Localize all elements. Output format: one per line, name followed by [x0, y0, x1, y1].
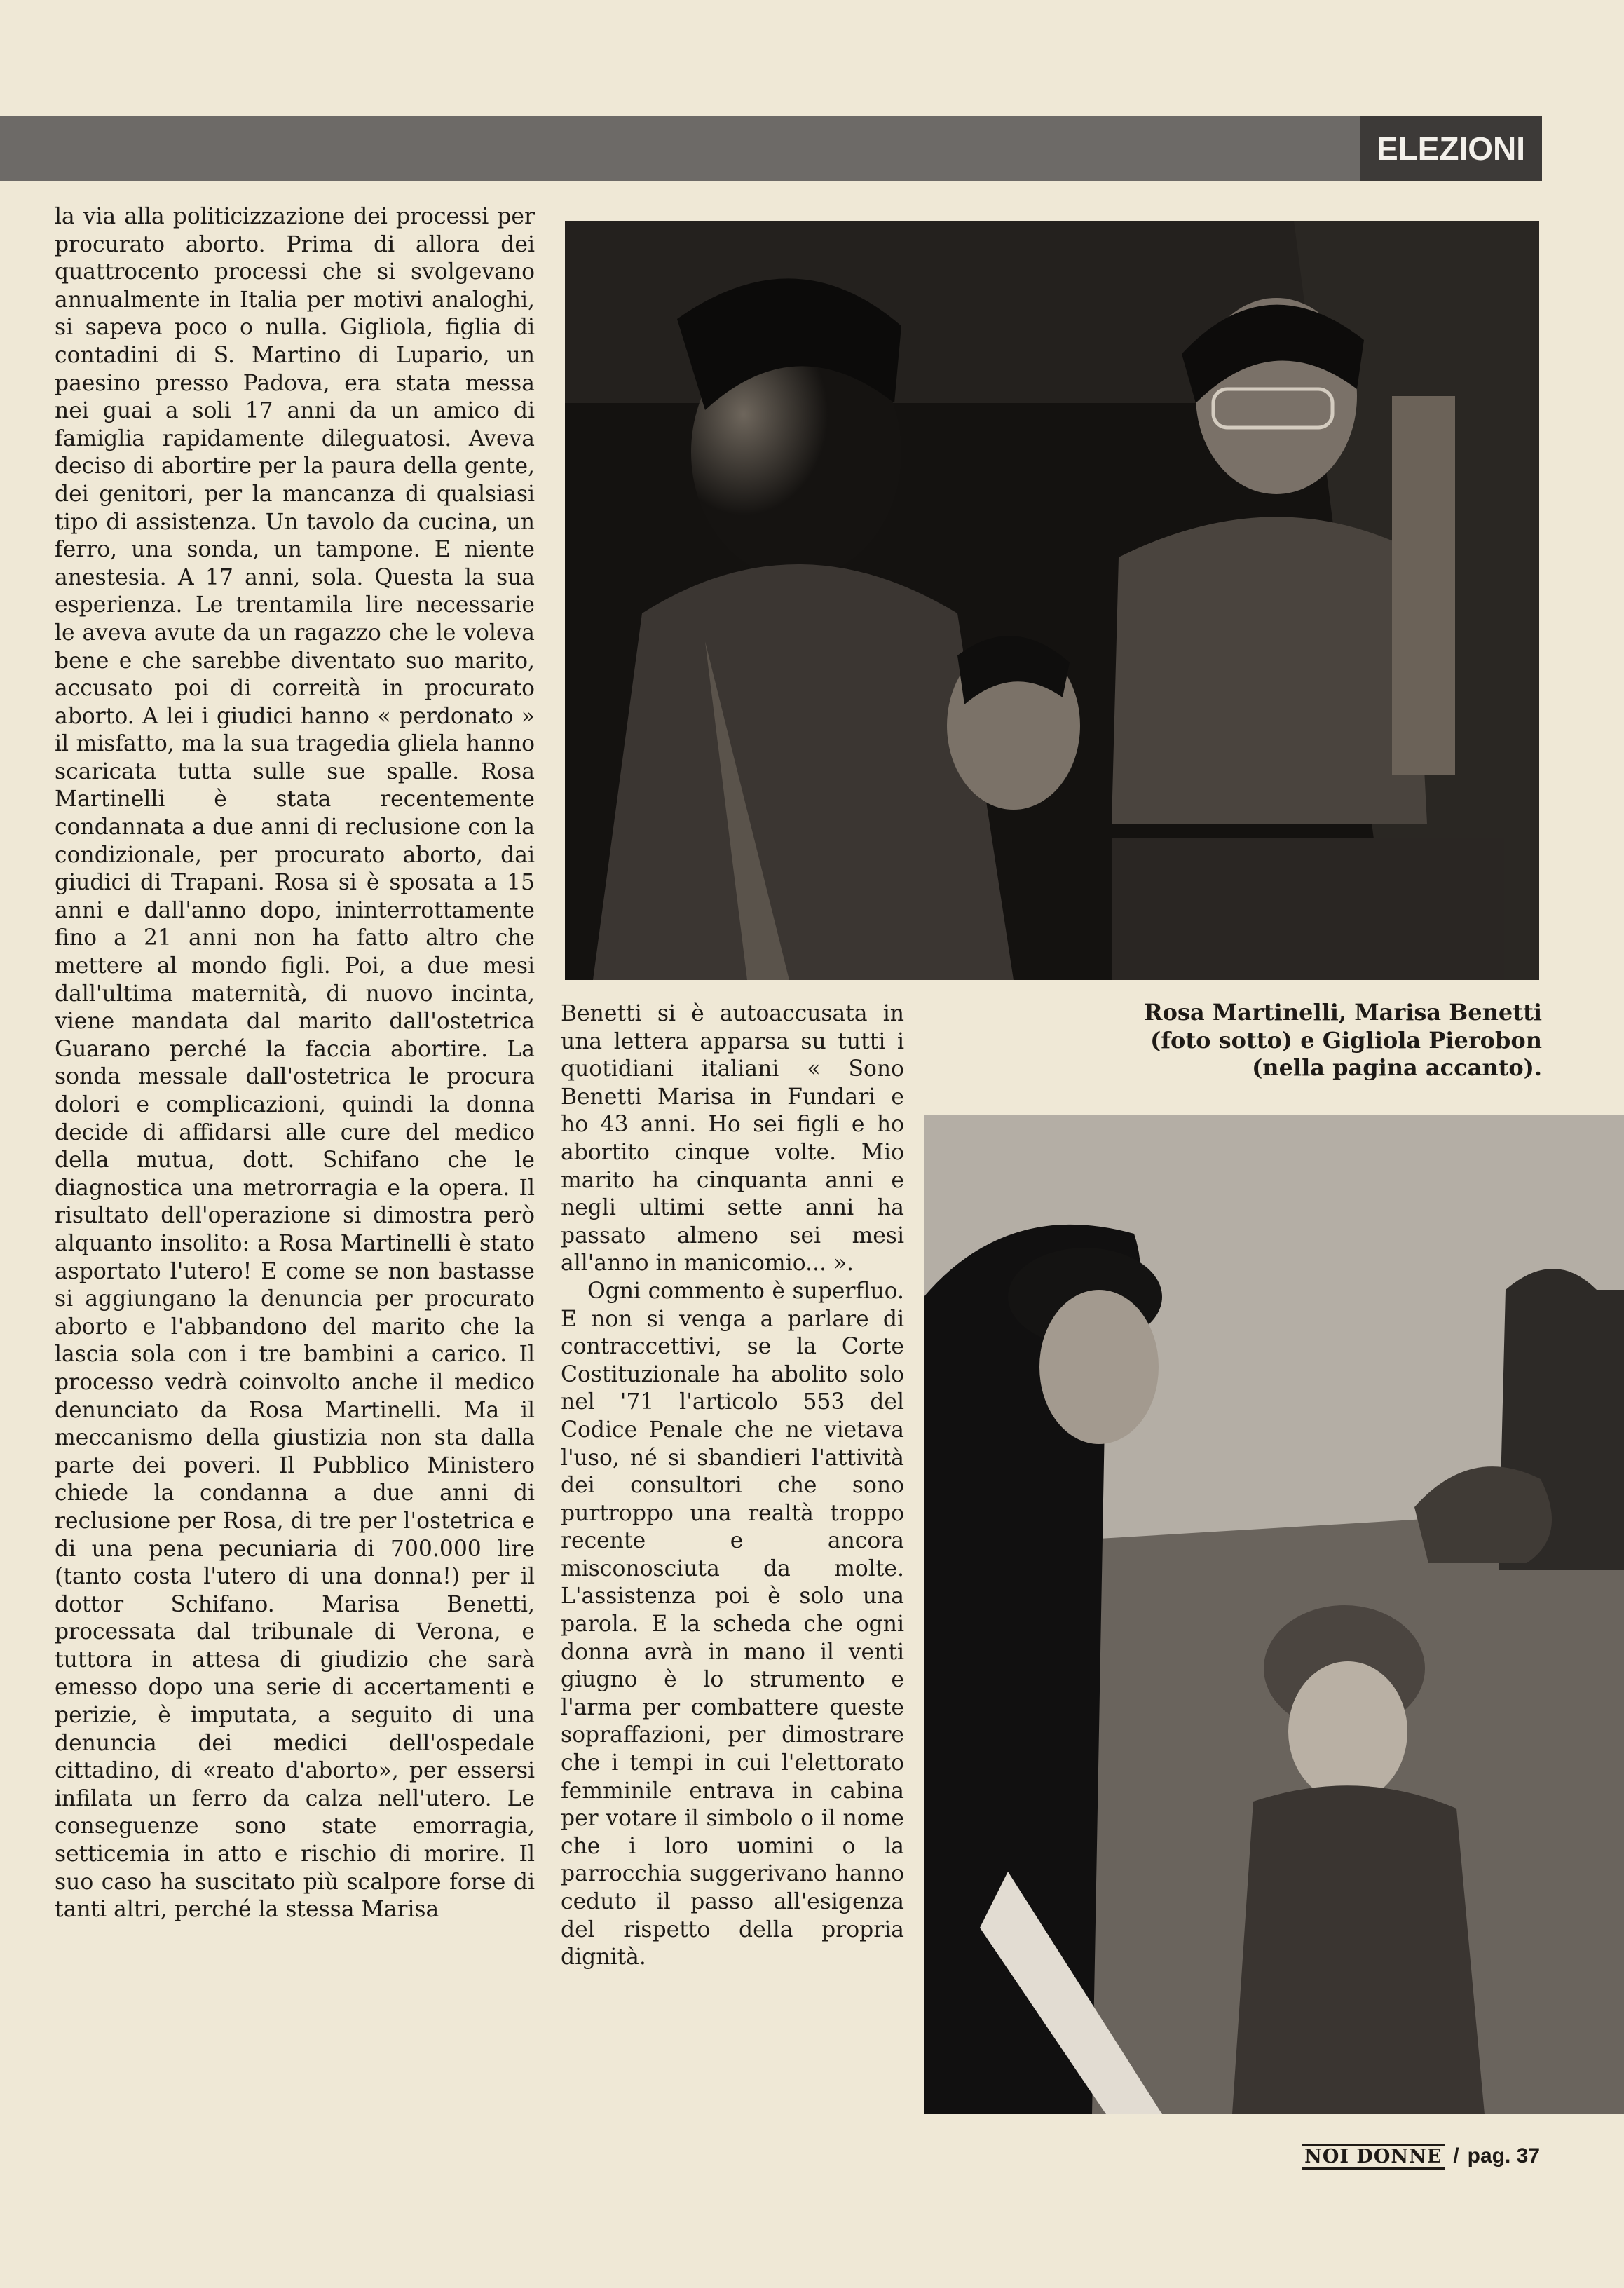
photo-woman-with-children-image — [565, 221, 1539, 980]
magazine-masthead: NOI DONNE — [1302, 2144, 1445, 2170]
article-paragraph: Benetti si è autoaccusata in una lettera apparsa su tutti i quotidiani italiani « Sono Benetti Marisa in Fundari e ho 43 anni. Ho sei figli e ho abortito cinque volte. Mio marito ha cinquanta anni e negli ultimi sette anni ha passato almeno sei mesi all'anno in manicomio... ». — [561, 1001, 904, 1276]
section-header-bar — [0, 116, 1542, 181]
photo-woman-with-children — [565, 221, 1539, 980]
page-number: pag. 37 — [1467, 2144, 1540, 2167]
caption-line: Rosa Martinelli, Marisa Benetti — [1144, 999, 1542, 1026]
caption-line: (foto sotto) e Gigliola Pierobon — [1150, 1026, 1542, 1054]
photo-caption — [1072, 999, 1542, 1082]
article-column-2 — [561, 1000, 904, 1972]
article-column-1 — [55, 203, 535, 1924]
section-title: ELEZIONI — [1360, 116, 1542, 181]
article-paragraph: Ogni commento è superfluo. E non si venga a parlare di contraccettivi, se la Corte Costituzionale ha abolito solo nel '71 l'articolo 553 del Codice Penale che ne vietava l'uso, né si sbandieri l'attività dei consultori che sono purtroppo una realtà troppo recente e ancora misconosciuta da molte. L'assistenza poi è solo una parola. E la scheda che ogni donna avrà in mano il venti giugno è lo strumento e l'arma per combattere queste sopraffazioni, per dimostrare che i tempi in cui l'elettorato femminile entrava in cabina per votare il simbolo o il nome che i loro uomini o la parrocchia suggerivano hanno ceduto il passo all'esigenza del rispetto della propria dignità. — [561, 1278, 904, 1970]
photo-marisa-benetti-court-image — [924, 1115, 1624, 2114]
article-paragraph: la via alla politicizzazione dei processi per procurato aborto. Prima di allora dei quattrocento processi che si svolgevano annualmente in Italia per motivi analoghi, si sapeva poco o nulla. Gigliola, figlia di contadini di S. Martino di Lupario, un paesino presso Padova, era stata messa nei guai a soli 17 anni da un amico di famiglia rapidamente dileguatosi. Aveva deciso di abortire per la paura della gente, dei genitori, per la mancanza di qualsiasi tipo di assistenza. Un tavolo da cucina, un ferro, una sonda, un tampone. E niente anestesia. A 17 anni, sola. Questa la sua esperienza. Le trentamila lire necessarie le aveva avute da un ragazzo che le voleva bene e che sarebbe diventato suo marito, accusato poi di correità in procurato aborto. A lei i giudici hanno « perdonato » il misfatto, ma la sua tragedia gliela hanno scaricata tutta sulle sue spalle. Rosa Martinelli è stata recentemente condannata a due anni di reclusione con la condizionale, per procurato aborto, dai giudici di Trapani. Rosa si è sposata a 15 anni e dall'anno dopo, ininterrottamente fino a 21 anni non ha fatto altro che mettere al mondo figli. Poi, a due mesi dall'ultima maternità, di nuovo incinta, viene mandata dal marito dall'ostetrica Guarano perché la faccia abortire. La sonda messale dall'ostetrica le procura dolori e complicazioni, quindi la donna decide di affidarsi alle cure del medico della mutua, dott. Schifano che le diagnostica una metrorragia e la opera. Il risultato dell'operazione si dimostra però alquanto insolito: a Rosa Martinelli è stato asportato l'utero! E come se non bastasse si aggiungano la denuncia per procurato aborto e l'abbandono del marito che la lascia sola con i tre bambini a carico. Il processo vedrà coinvolto anche il medico denunciato da Rosa Martinelli. Ma il meccanismo della giustizia non sta dalla parte dei poveri. Il Pubblico Ministero chiede la condanna a due anni di reclusione per Rosa, di tre per l'ostetrica e di una pena pecuniaria di 700.000 lire (tanto costa l'utero di una donna!) per il dottor Schifano. Marisa Benetti, processata dal tribunale di Verona, e tuttora in attesa di giudizio che sarà emesso dopo una serie di accertamenti e perizie, è imputata, a seguito di una denuncia dei medici dell'ospedale cittadino, di «reato d'aborto», per essersi infilata un ferro da calza nell'utero. Le conseguenze sono state emorragia, setticemia in atto e rischio di morire. Il suo caso ha suscitato più scalpore forse di tanti altri, perché la stessa Marisa — [55, 204, 535, 1923]
page-footer — [1302, 2144, 1540, 2170]
caption-line: (nella pagina accanto). — [1252, 1054, 1542, 1081]
footer-separator: / — [1453, 2144, 1459, 2167]
photo-marisa-benetti-court — [924, 1115, 1624, 2114]
